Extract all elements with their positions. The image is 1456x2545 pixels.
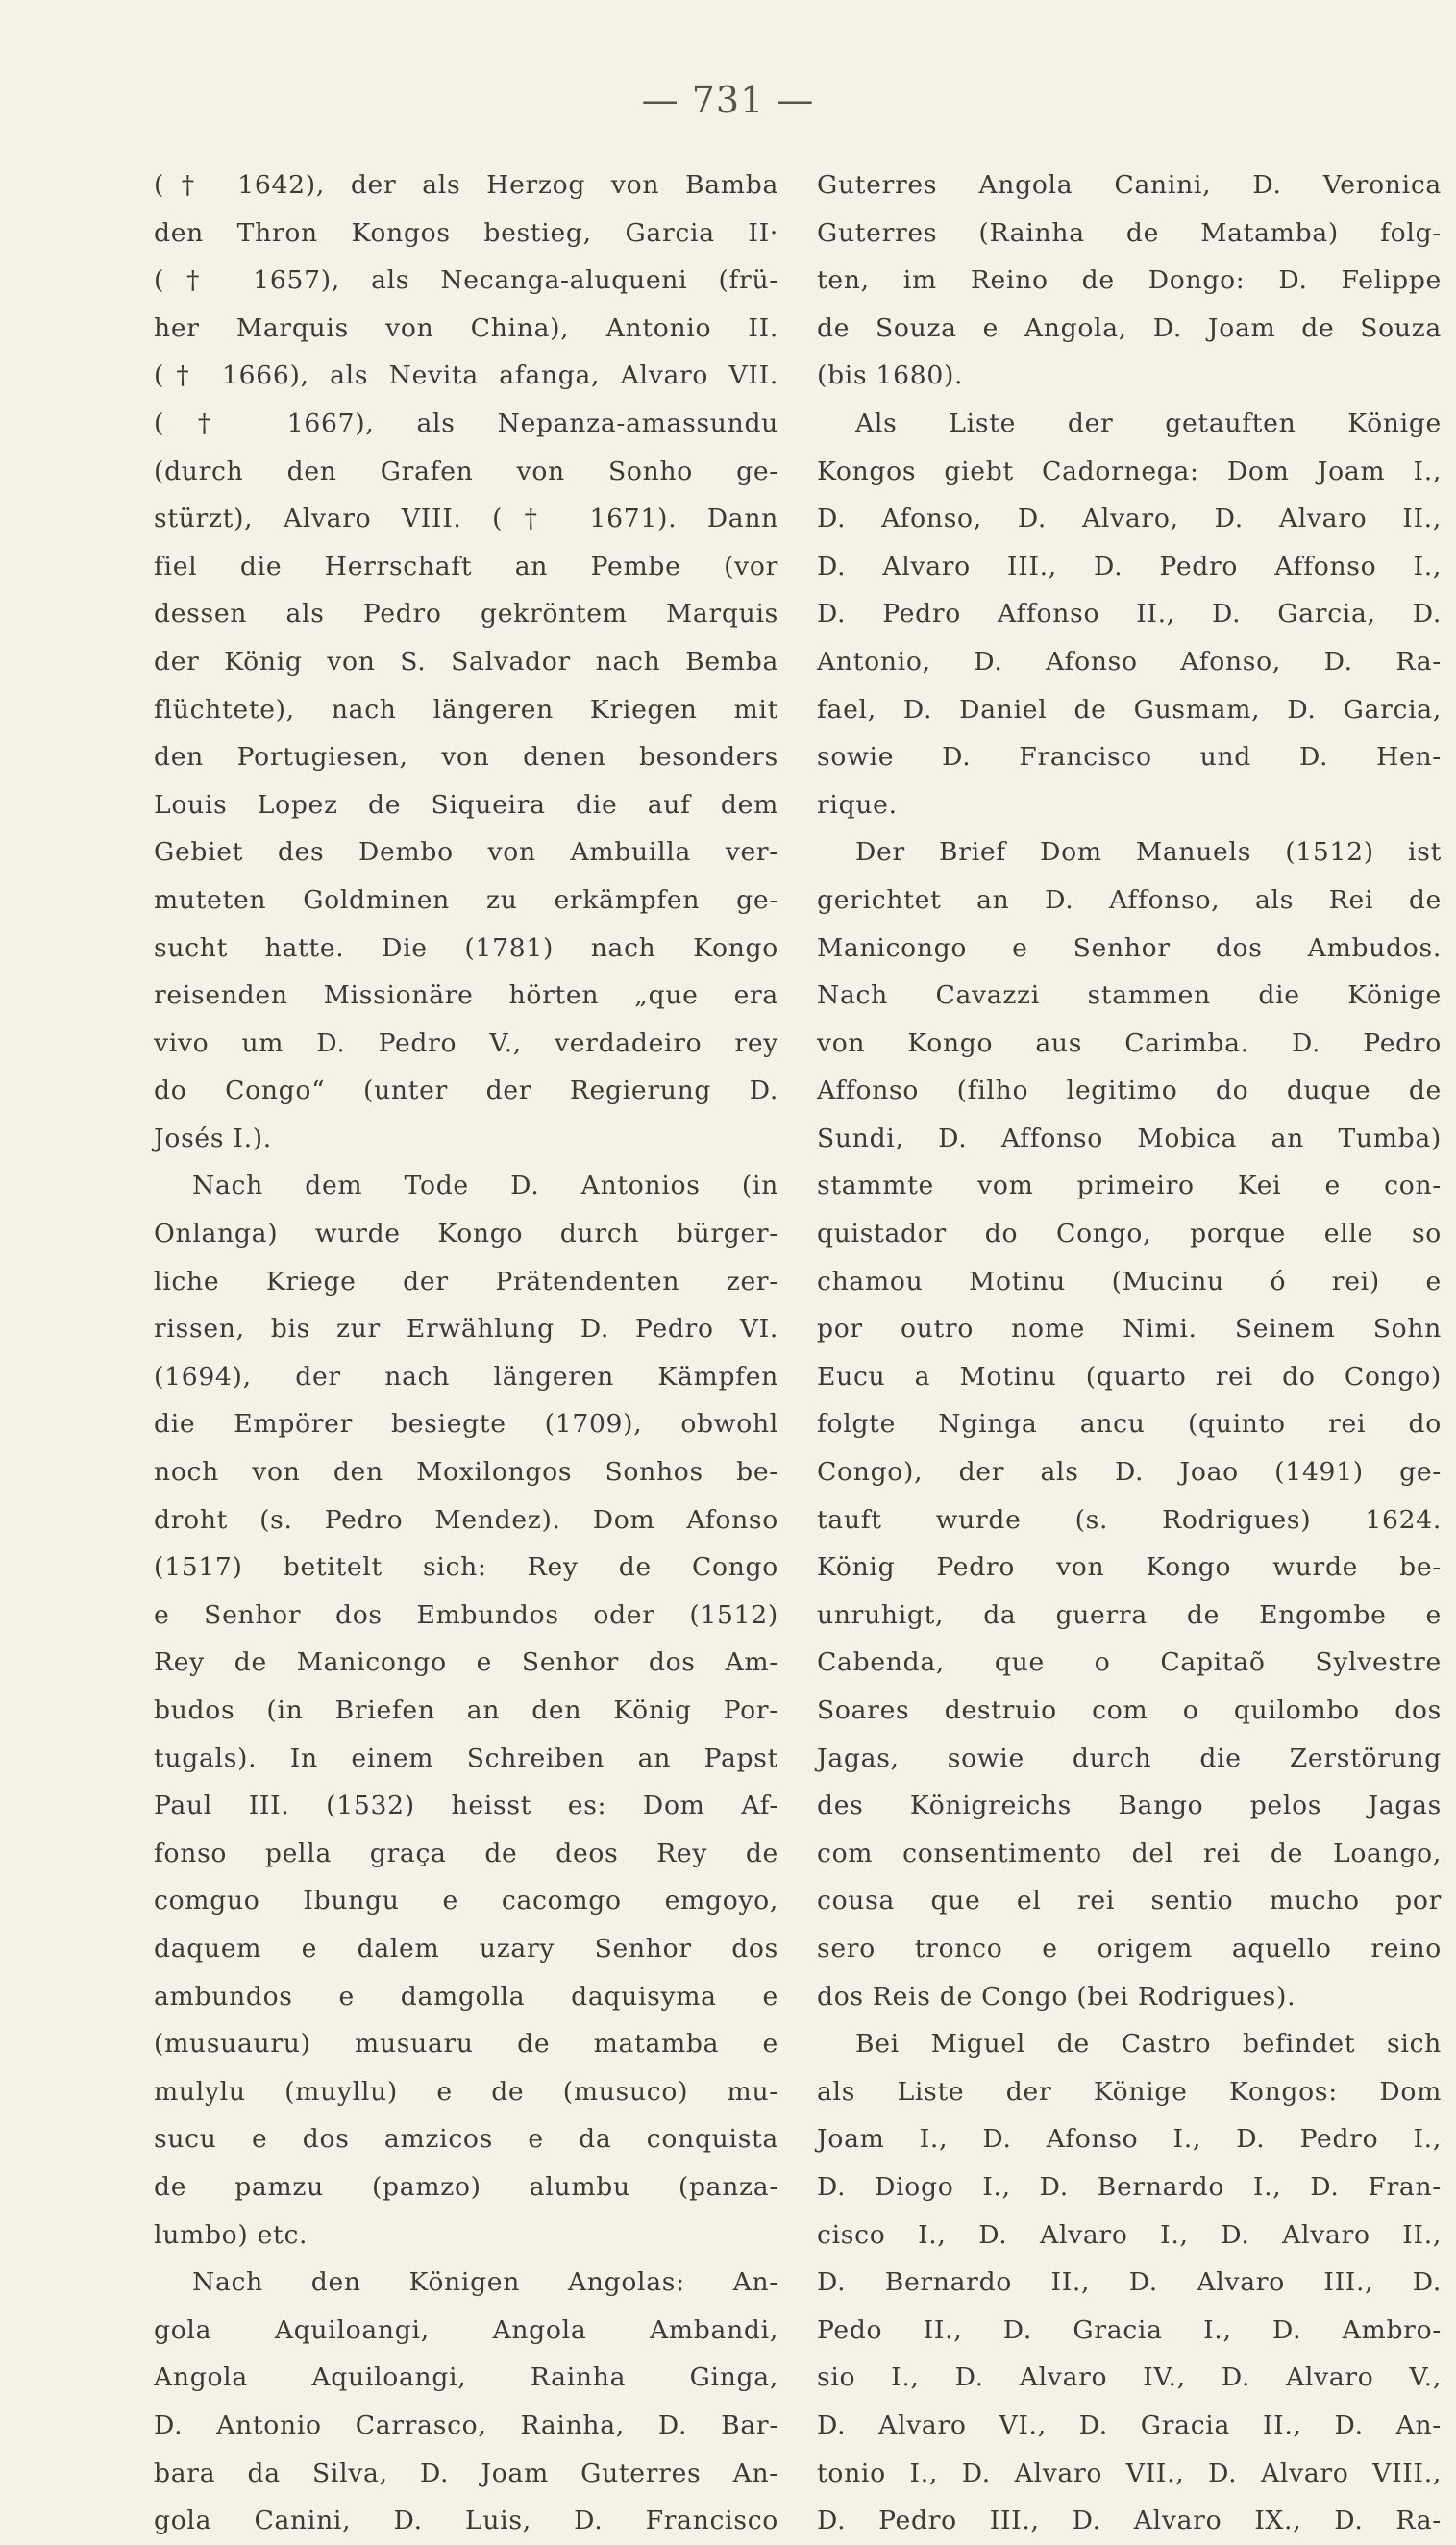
text-line: († 1667), als Nepanza-amassundu xyxy=(154,408,778,438)
text-line: (1694), der nach längeren Kämpfen xyxy=(154,1361,778,1392)
text-line: quistador do Congo, porque elle so xyxy=(817,1219,1442,1249)
text-line: cousa que el rei sentio mucho por xyxy=(817,1886,1442,1916)
text-line: den Thron Kongos bestieg, Garcia II· xyxy=(154,217,778,248)
text-line: budos (in Briefen an den König Por- xyxy=(154,1695,778,1725)
text-line: mulylu (muyllu) e de (musuco) mu- xyxy=(154,2076,778,2107)
text-line: rique. xyxy=(817,789,898,820)
text-line: flüchtete), nach längeren Kriegen mit xyxy=(154,694,778,725)
text-line: vivo um D. Pedro V., verdadeiro rey xyxy=(154,1027,778,1058)
text-line: por outro nome Nimi. Seinem Sohn xyxy=(817,1314,1442,1345)
text-line: D. Alvaro III., D. Pedro Affonso I., xyxy=(817,551,1442,581)
text-line: gerichtet an D. Affonso, als Rei de xyxy=(817,884,1442,915)
text-line: stammte vom primeiro Kei e con- xyxy=(817,1171,1442,1201)
text-line: Antonio, D. Afonso Afonso, D. Ra- xyxy=(817,646,1442,677)
text-line: Onlanga) wurde Kongo durch bürger- xyxy=(154,1219,778,1249)
left-column xyxy=(154,161,778,2545)
text-line: de Souza e Angola, D. Joam de Souza xyxy=(817,312,1442,343)
text-line: Kongos giebt Cadornega: Dom Joam I., xyxy=(817,456,1442,486)
text-line: die Empörer besiegte (1709), obwohl xyxy=(154,1409,778,1440)
text-line: tonio I., D. Alvaro VII., D. Alvaro VIII., xyxy=(817,2458,1442,2488)
text-line: D. Diogo I., D. Bernardo I., D. Fran- xyxy=(817,2171,1442,2202)
text-line: unruhigt, da guerra de Engombe e xyxy=(817,1599,1442,1630)
text-line: do Congo“ (unter der Regierung D. xyxy=(154,1075,778,1106)
text-line: Rey de Manicongo e Senhor dos Am- xyxy=(154,1647,778,1678)
text-line: ten, im Reino de Dongo: D. Felippe xyxy=(817,265,1442,296)
text-line: sio I., D. Alvaro IV., D. Alvaro V., xyxy=(817,2362,1442,2393)
text-line: († 1666), als Nevita afanga, Alvaro VII. xyxy=(154,360,778,391)
text-line: D. Bernardo II., D. Alvaro III., D. xyxy=(817,2267,1442,2298)
text-line: Guterres (Rainha de Matamba) folg- xyxy=(817,217,1442,248)
text-line: tauft wurde (s. Rodrigues) 1624. xyxy=(817,1504,1442,1535)
text-line: D. Pedro Affonso II., D. Garcia, D. xyxy=(817,599,1442,630)
text-line: sowie D. Francisco und D. Hen- xyxy=(817,742,1442,773)
text-line: stürzt), Alvaro VIII. († 1671). Dann xyxy=(154,504,778,534)
text-line: Der Brief Dom Manuels (1512) ist xyxy=(855,837,1442,868)
text-line: (bis 1680). xyxy=(817,360,964,391)
text-line: gola Aquiloangi, Angola Ambandi, xyxy=(154,2314,778,2345)
text-line: des Königreichs Bango pelos Jagas xyxy=(817,1791,1442,1821)
text-line: Paul III. (1532) heisst es: Dom Af- xyxy=(154,1791,778,1821)
text-line: cisco I., D. Alvaro I., D. Alvaro II., xyxy=(817,2219,1442,2250)
text-line: comguo Ibungu e cacomgo emgoyo, xyxy=(154,1886,778,1916)
text-line: chamou Motinu (Mucinu ó rei) e xyxy=(817,1266,1442,1297)
text-line: fiel die Herrschaft an Pembe (vor xyxy=(154,551,778,581)
text-line: Jagas, sowie durch die Zerstörung xyxy=(817,1742,1442,1773)
text-line: droht (s. Pedro Mendez). Dom Afonso xyxy=(154,1504,778,1535)
text-line: daquem e dalem uzary Senhor dos xyxy=(154,1933,778,1964)
text-line: noch von den Moxilongos Sonhos be- xyxy=(154,1457,778,1488)
text-line: Josés I.). xyxy=(154,1123,272,1153)
text-line: Louis Lopez de Siqueira die auf dem xyxy=(154,789,778,820)
text-line: als Liste der Könige Kongos: Dom xyxy=(817,2076,1442,2107)
text-line: (musuauru) musuaru de matamba e xyxy=(154,2029,778,2060)
text-line: dos Reis de Congo (bei Rodrigues). xyxy=(817,1981,1296,2012)
text-line: her Marquis von China), Antonio II. xyxy=(154,312,778,343)
text-line: e Senhor dos Embundos oder (1512) xyxy=(154,1599,778,1630)
text-line: Affonso (filho legitimo do duque de xyxy=(817,1075,1442,1106)
text-line: sucht hatte. Die (1781) nach Kongo xyxy=(154,932,778,963)
text-line: rissen, bis zur Erwählung D. Pedro VI. xyxy=(154,1314,778,1345)
text-line: von Kongo aus Carimba. D. Pedro xyxy=(817,1027,1442,1058)
text-line: D. Pedro III., D. Alvaro IX., D. Ra- xyxy=(817,2506,1442,2536)
text-line: liche Kriege der Prätendenten zer- xyxy=(154,1266,778,1297)
text-line: D. Afonso, D. Alvaro, D. Alvaro II., xyxy=(817,504,1442,534)
text-line: lumbo) etc. xyxy=(154,2219,308,2250)
text-line: Manicongo e Senhor dos Ambudos. xyxy=(817,932,1442,963)
text-line: Eucu a Motinu (quarto rei do Congo) xyxy=(817,1361,1442,1392)
text-line: fael, D. Daniel de Gusmam, D. Garcia, xyxy=(817,694,1442,725)
text-line: ambundos e damgolla daquisyma e xyxy=(154,1981,778,2012)
text-line: sucu e dos amzicos e da conquista xyxy=(154,2124,778,2155)
text-line: (1517) betitelt sich: Rey de Congo xyxy=(154,1552,778,1583)
text-line: den Portugiesen, von denen besonders xyxy=(154,742,778,773)
text-line: Pedo II., D. Gracia I., D. Ambro- xyxy=(817,2314,1442,2345)
text-line: sero tronco e origem aquello reino xyxy=(817,1933,1442,1964)
text-line: Nach den Königen Angolas: An- xyxy=(192,2267,778,2298)
text-line: der König von S. Salvador nach Bemba xyxy=(154,646,778,677)
text-line: († 1642), der als Herzog von Bamba xyxy=(154,170,778,200)
text-line: Cabenda, que o Capitaõ Sylvestre xyxy=(817,1647,1442,1678)
text-line: muteten Goldminen zu erkämpfen ge- xyxy=(154,884,778,915)
text-line: († 1657), als Necanga-aluqueni (frü- xyxy=(154,265,778,296)
text-line: de pamzu (pamzo) alumbu (panza- xyxy=(154,2171,778,2202)
text-line: Guterres Angola Canini, D. Veronica xyxy=(817,170,1442,200)
text-line: gola Canini, D. Luis, D. Francisco xyxy=(154,2506,778,2536)
text-line: Sundi, D. Affonso Mobica an Tumba) xyxy=(817,1123,1442,1153)
text-line: Gebiet des Dembo von Ambuilla ver- xyxy=(154,837,778,868)
text-line: tugals). In einem Schreiben an Papst xyxy=(154,1742,778,1773)
page-number: — 731 — xyxy=(641,79,815,121)
text-line: folgte Nginga ancu (quinto rei do xyxy=(817,1409,1442,1440)
text-line: bara da Silva, D. Joam Guterres An- xyxy=(154,2458,778,2488)
text-line: Joam I., D. Afonso I., D. Pedro I., xyxy=(817,2124,1442,2155)
text-line: (durch den Grafen von Sonho ge- xyxy=(154,456,778,486)
text-line: Nach Cavazzi stammen die Könige xyxy=(817,980,1442,1011)
text-line: D. Antonio Carrasco, Rainha, D. Bar- xyxy=(154,2409,778,2440)
text-line: fonso pella graça de deos Rey de xyxy=(154,1838,778,1868)
text-line: reisenden Missionäre hörten „que era xyxy=(154,980,778,1011)
text-line: Nach dem Tode D. Antonios (in xyxy=(192,1171,778,1201)
text-line: Als Liste der getauften Könige xyxy=(855,408,1442,438)
text-line: Bei Miguel de Castro befindet sich xyxy=(855,2029,1442,2060)
right-column xyxy=(817,161,1442,2545)
text-line: com consentimento del rei de Loango, xyxy=(817,1838,1442,1868)
text-line: D. Alvaro VI., D. Gracia II., D. An- xyxy=(817,2409,1442,2440)
text-line: Soares destruio com o quilombo dos xyxy=(817,1695,1442,1725)
text-line: Angola Aquiloangi, Rainha Ginga, xyxy=(154,2362,778,2393)
text-line: Congo), der als D. Joao (1491) ge- xyxy=(817,1457,1442,1488)
text-line: dessen als Pedro gekröntem Marquis xyxy=(154,599,778,630)
text-line: König Pedro von Kongo wurde be- xyxy=(817,1552,1442,1583)
